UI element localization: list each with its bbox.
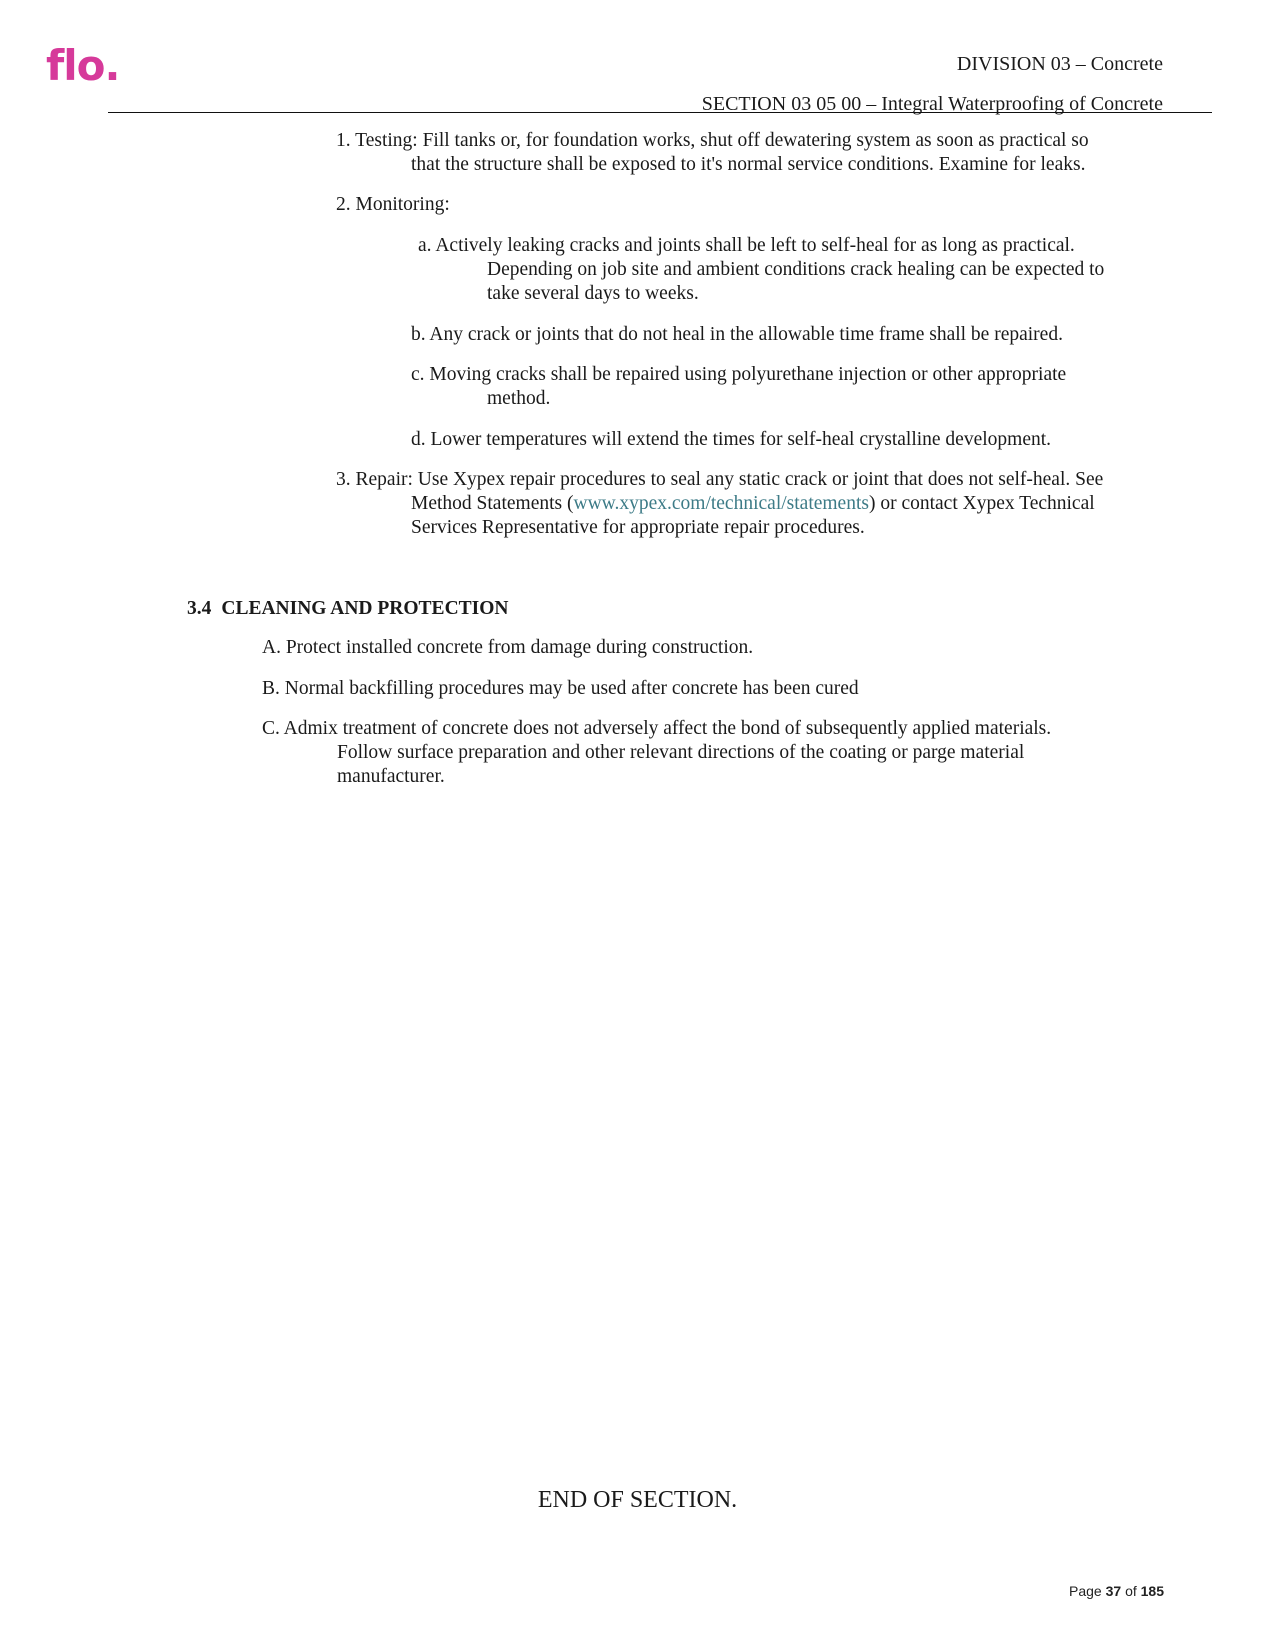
flo-logo bbox=[46, 44, 146, 88]
list-item-line: C. Admix treatment of concrete does not adversely affect the bond of subsequently applied materials. bbox=[262, 718, 1052, 739]
end-of-section: END OF SECTION. bbox=[537, 1487, 738, 1513]
list-item-line: take several days to weeks. bbox=[487, 283, 699, 304]
section-title: SECTION 03 05 00 – Integral Waterproofing of Concrete bbox=[701, 93, 1163, 115]
method-statements-link[interactable]: www.xypex.com/technical/statements bbox=[573, 493, 869, 514]
sub-item-d bbox=[411, 428, 1051, 452]
inline-text: Method Statements ( bbox=[411, 493, 574, 514]
list-item-line: that the structure shall be exposed to it's normal service conditions. Examine for leaks. bbox=[411, 154, 1086, 175]
list-item-line: method. bbox=[487, 388, 551, 409]
list-item-line bbox=[336, 492, 1103, 516]
list-item-repair bbox=[336, 468, 1103, 540]
page-number bbox=[1069, 1583, 1164, 1599]
list-item-line: b. Any crack or joints that do not heal in the allowable time frame shall be repaired. bbox=[411, 324, 1063, 345]
list-item-line: d. Lower temperatures will extend the times for self-heal crystalline development. bbox=[411, 429, 1052, 450]
section-number: 3.4 bbox=[187, 598, 212, 619]
list-item-line: c. Moving cracks shall be repaired using polyurethane injection or other appropriate bbox=[411, 364, 1067, 385]
svg-text:flo.: flo. bbox=[46, 44, 120, 88]
list-item-testing bbox=[336, 129, 1089, 177]
list-item-line: a. Actively leaking cracks and joints shall be left to self-heal for as long as practical. bbox=[418, 235, 1075, 256]
list-item-line: 2. Monitoring: bbox=[336, 194, 450, 215]
sub-item-a bbox=[418, 234, 1104, 306]
total-pages: 185 bbox=[1140, 1583, 1164, 1599]
header-divider bbox=[108, 112, 1212, 113]
list-item-line: 3. Repair: Use Xypex repair procedures to seal any static crack or joint that does not self-heal. See bbox=[336, 469, 1104, 490]
section-heading bbox=[187, 597, 509, 621]
list-item-b bbox=[262, 677, 859, 701]
list-item-c bbox=[262, 717, 1051, 789]
list-item-line: Depending on job site and ambient conditions crack healing can be expected to bbox=[487, 259, 1105, 280]
list-item-line: Services Representative for appropriate repair procedures. bbox=[411, 517, 865, 538]
inline-text: ) or contact Xypex Technical bbox=[868, 493, 1095, 514]
list-item-line: A. Protect installed concrete from damage during construction. bbox=[262, 637, 754, 658]
list-item-a bbox=[262, 636, 753, 660]
current-page: 37 bbox=[1105, 1583, 1122, 1599]
sub-item-b bbox=[411, 323, 1063, 347]
page-label: Page bbox=[1069, 1583, 1102, 1599]
section-heading-title: CLEANING AND PROTECTION bbox=[221, 598, 509, 619]
of-label: of bbox=[1125, 1583, 1137, 1599]
list-item-monitoring bbox=[336, 193, 450, 217]
list-item-line: 1. Testing: Fill tanks or, for foundation works, shut off dewatering system as soon as practical so bbox=[336, 130, 1089, 151]
list-item-line: B. Normal backfilling procedures may be used after concrete has been cured bbox=[262, 678, 859, 699]
division-title: DIVISION 03 – Concrete bbox=[956, 53, 1163, 75]
list-item-line: manufacturer. bbox=[337, 766, 445, 787]
sub-item-c bbox=[411, 363, 1066, 411]
list-item-line: Follow surface preparation and other relevant directions of the coating or parge material bbox=[337, 742, 1025, 763]
